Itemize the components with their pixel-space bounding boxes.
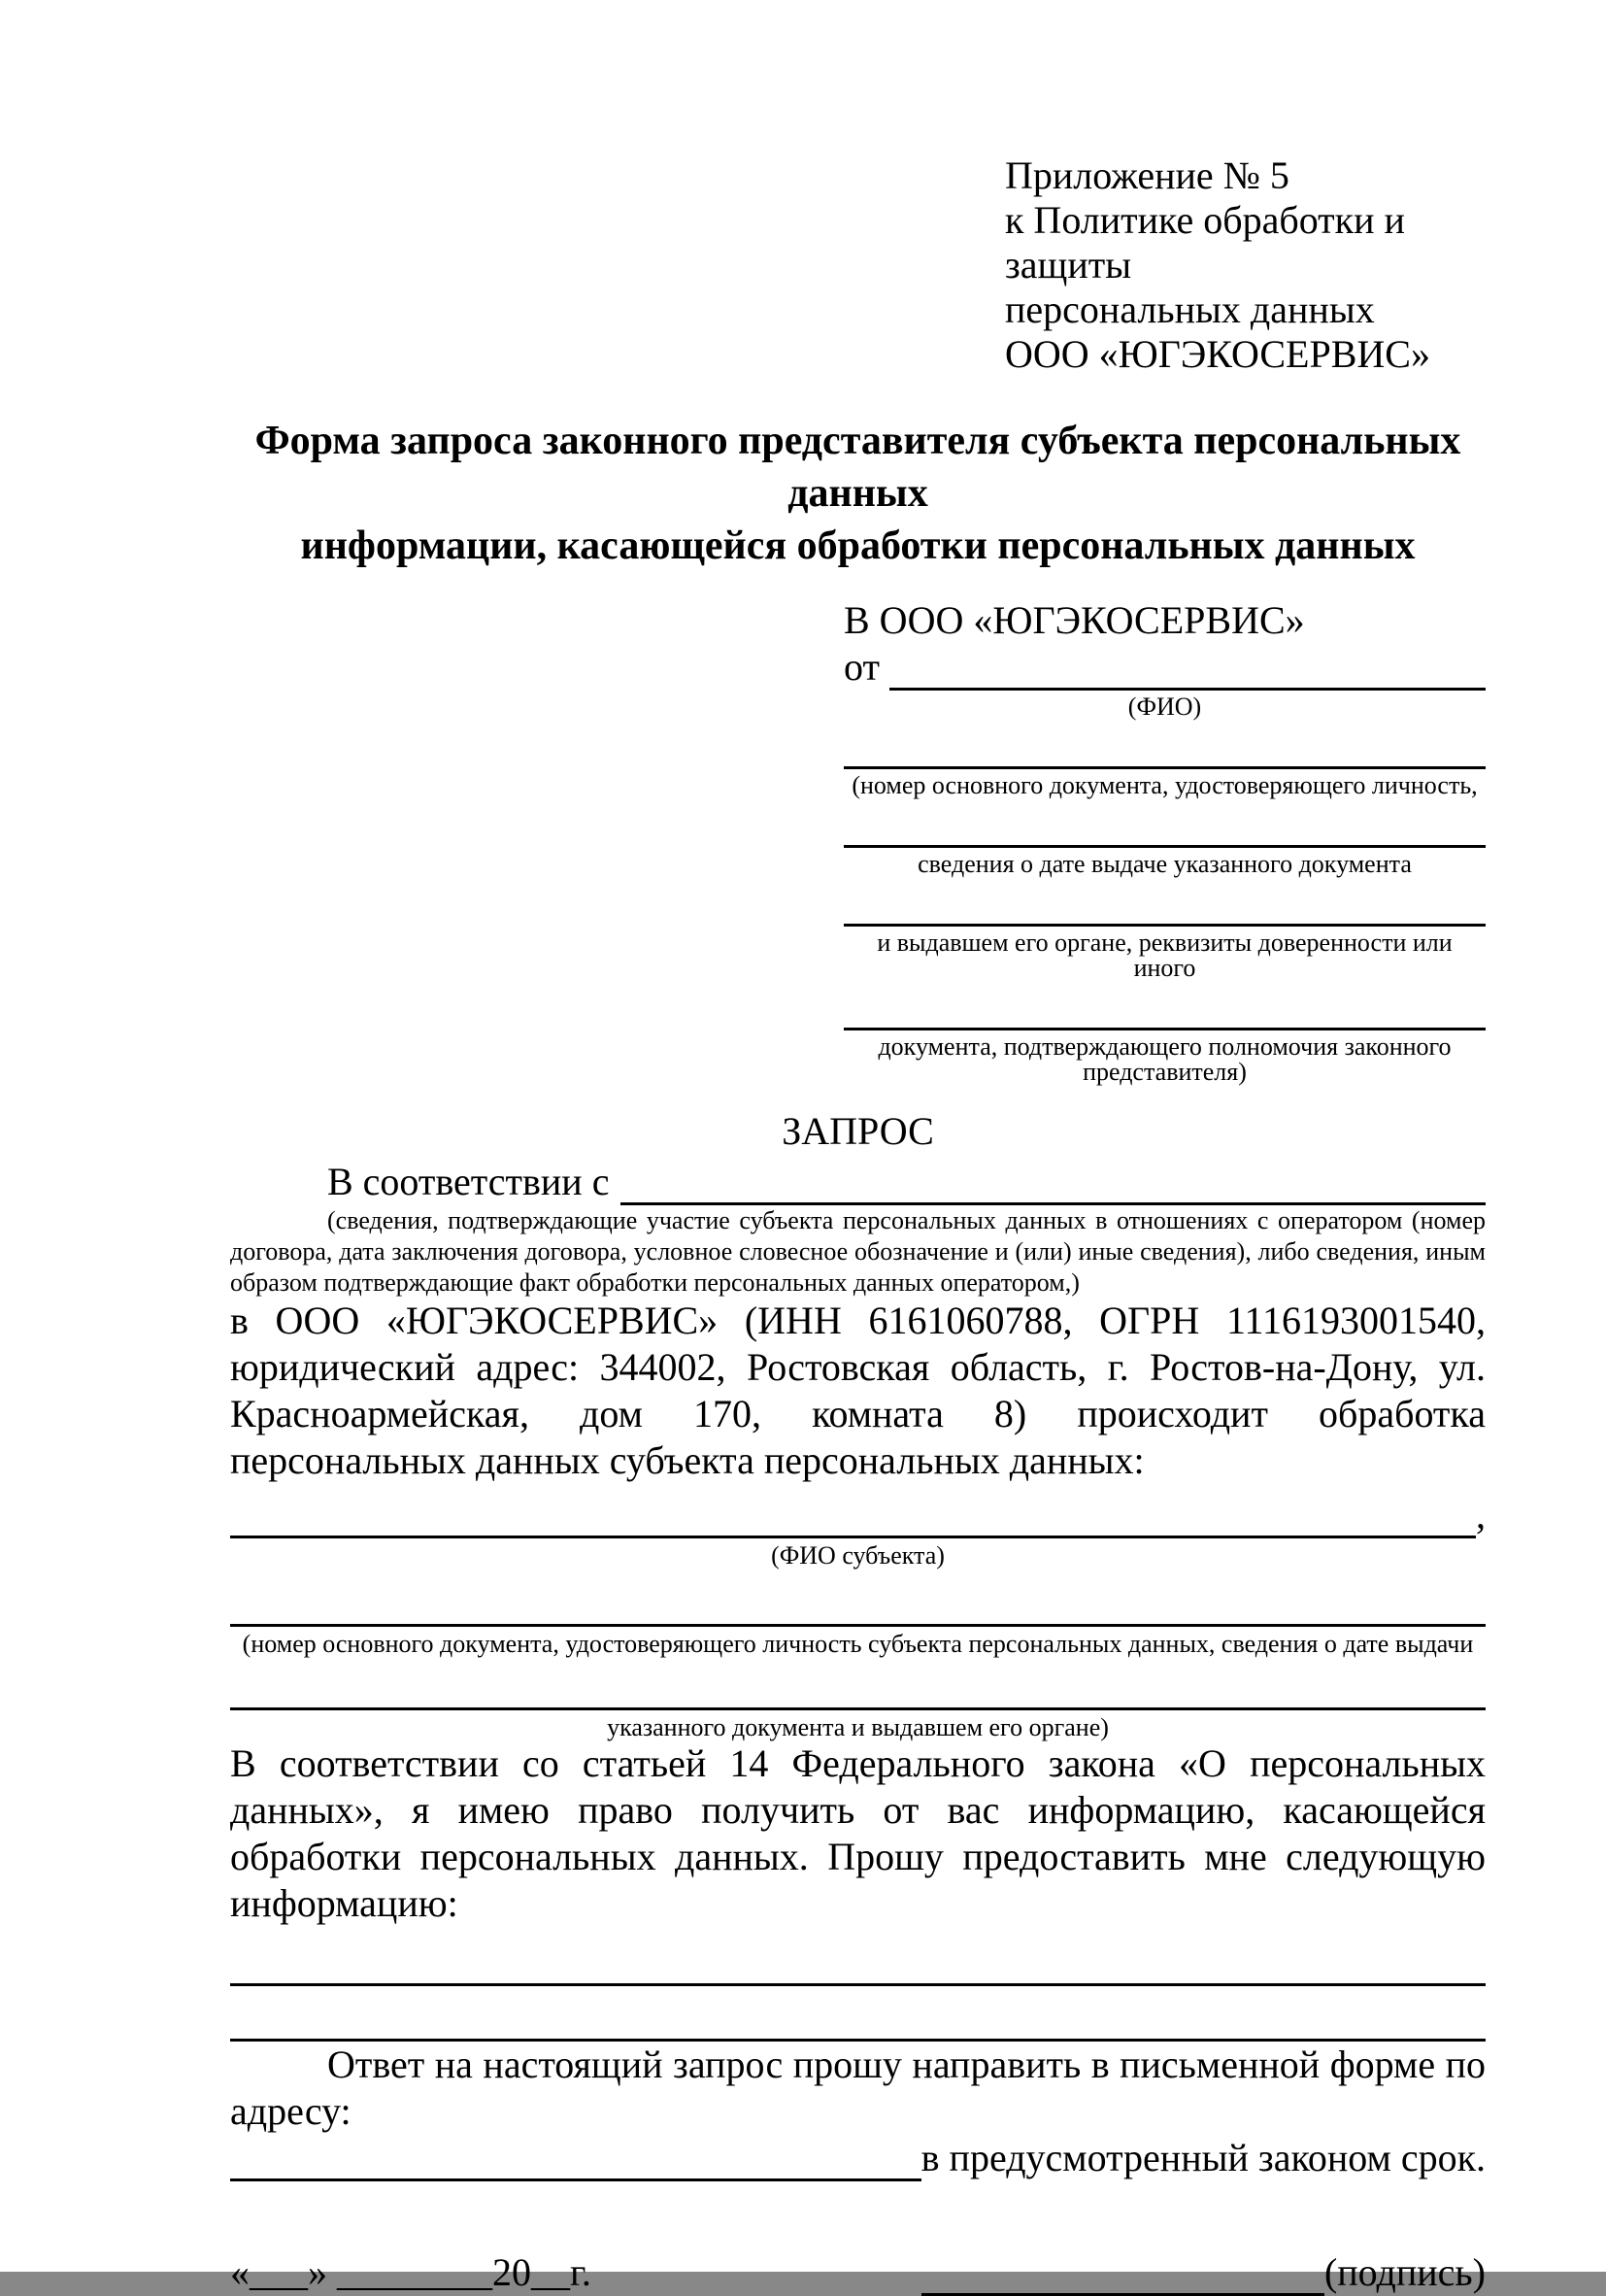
signature-area xyxy=(921,2249,1486,2296)
signature-fill-line xyxy=(921,2254,1324,2296)
issuing-authority-fill-line xyxy=(844,887,1486,927)
authority-document-caption: документа, подтверждающего полномочия законного представителя) xyxy=(878,1032,1452,1087)
subject-document-caption: (номер основного документа, удостоверяющего личность субъекта персональных данных, сведения о дате выдачи xyxy=(242,1629,1474,1658)
document-number-caption: (номер основного документа, удостоверяющего личность, xyxy=(852,771,1478,800)
spacer xyxy=(230,1570,1486,1585)
subject-document-fill-line xyxy=(230,1585,1486,1627)
issue-date-caption: сведения о дате выдаче указанного документа xyxy=(918,850,1412,879)
from-label: от xyxy=(844,645,880,690)
reply-term-text: в предусмотренный законом срок. xyxy=(920,2136,1486,2180)
addressee-organization: В ООО «ЮГЭКОСЕРВИС» xyxy=(844,598,1305,643)
document-title xyxy=(230,416,1486,572)
authority-document-fill-line xyxy=(844,991,1486,1030)
subject-fio-comma: , xyxy=(1476,1493,1486,1537)
requested-info-fill-area xyxy=(230,1944,1486,2042)
subject-fio-fill-line xyxy=(230,1536,1476,1538)
reference-line: Приложение № 5 xyxy=(1005,153,1289,197)
subject-document-fill-line-2 xyxy=(230,1669,1486,1710)
reference-line: к Политике обработки и защиты xyxy=(1005,198,1405,287)
requested-info-fill-line xyxy=(230,2000,1486,2042)
date-fill-text: «___» ________20__г. xyxy=(230,2250,591,2295)
reply-address-fill-line xyxy=(230,2178,921,2181)
request-heading: ЗАПРОС xyxy=(782,1109,934,1154)
subject-fio-row xyxy=(230,1492,1486,1538)
subject-document-caption-2: указанного документа и выдавшем его органе) xyxy=(607,1713,1109,1741)
from-row xyxy=(844,644,1486,691)
signature-row xyxy=(230,2249,1486,2296)
fio-fill-line xyxy=(889,688,1486,691)
document-title-line: информации, касающейся обработки персональных данных xyxy=(300,523,1416,568)
law-paragraph: В соответствии со статьей 14 Федерального закона «О персональных данных», я имею право получить от вас информацию, касающейся обработки персональных данных. Прошу предоставить мне следующую информацию: xyxy=(230,1741,1486,1926)
accordance-row xyxy=(230,1159,1486,1205)
document-number-fill-line xyxy=(844,729,1486,769)
requested-info-fill-line xyxy=(230,1944,1486,1986)
reference-line: ООО «ЮГЭКОСЕРВИС» xyxy=(1005,332,1430,376)
spacer xyxy=(230,1657,1486,1669)
issue-date-fill-line xyxy=(844,808,1486,848)
addressee-block xyxy=(844,597,1486,1085)
subject-fio-caption: (ФИО субъекта) xyxy=(771,1541,945,1570)
operator-paragraph: в ООО «ЮГЭКОСЕРВИС» (ИНН 6161060788, ОГРН 1116193001540, юридический адрес: 344002, Ростовская область, г. Ростов-на-Дону, ул. Красноармейская, дом 170, комната 8) происходит обработка персональных данных субъекта персональных данных: xyxy=(230,1299,1486,1483)
fio-caption: (ФИО) xyxy=(1127,692,1202,722)
applicant-reference-block xyxy=(1005,153,1486,377)
reference-line: персональных данных xyxy=(1005,287,1375,331)
reply-address-row xyxy=(230,2135,1486,2181)
document-title-line: Форма запроса законного представителя субъекта персональных данных xyxy=(254,419,1461,516)
signature-caption: (подпись) xyxy=(1323,2250,1486,2295)
accordance-label: В соответствии с xyxy=(327,1160,610,1204)
reply-address-paragraph: Ответ на настоящий запрос прошу направить в письменной форме по адресу: xyxy=(230,2043,1486,2134)
issuing-authority-caption: и выдавшем его органе, реквизиты доверенности или иного xyxy=(877,929,1453,983)
accordance-note: (сведения, подтверждающие участие субъекта персональных данных в отношениях с оператором (номер договора, дата заключения договора, условное словесное обозначение и (или) иные сведения), либо сведения, иным образом подтверждающие факт обработки персональных данных оператором,) xyxy=(230,1206,1486,1297)
